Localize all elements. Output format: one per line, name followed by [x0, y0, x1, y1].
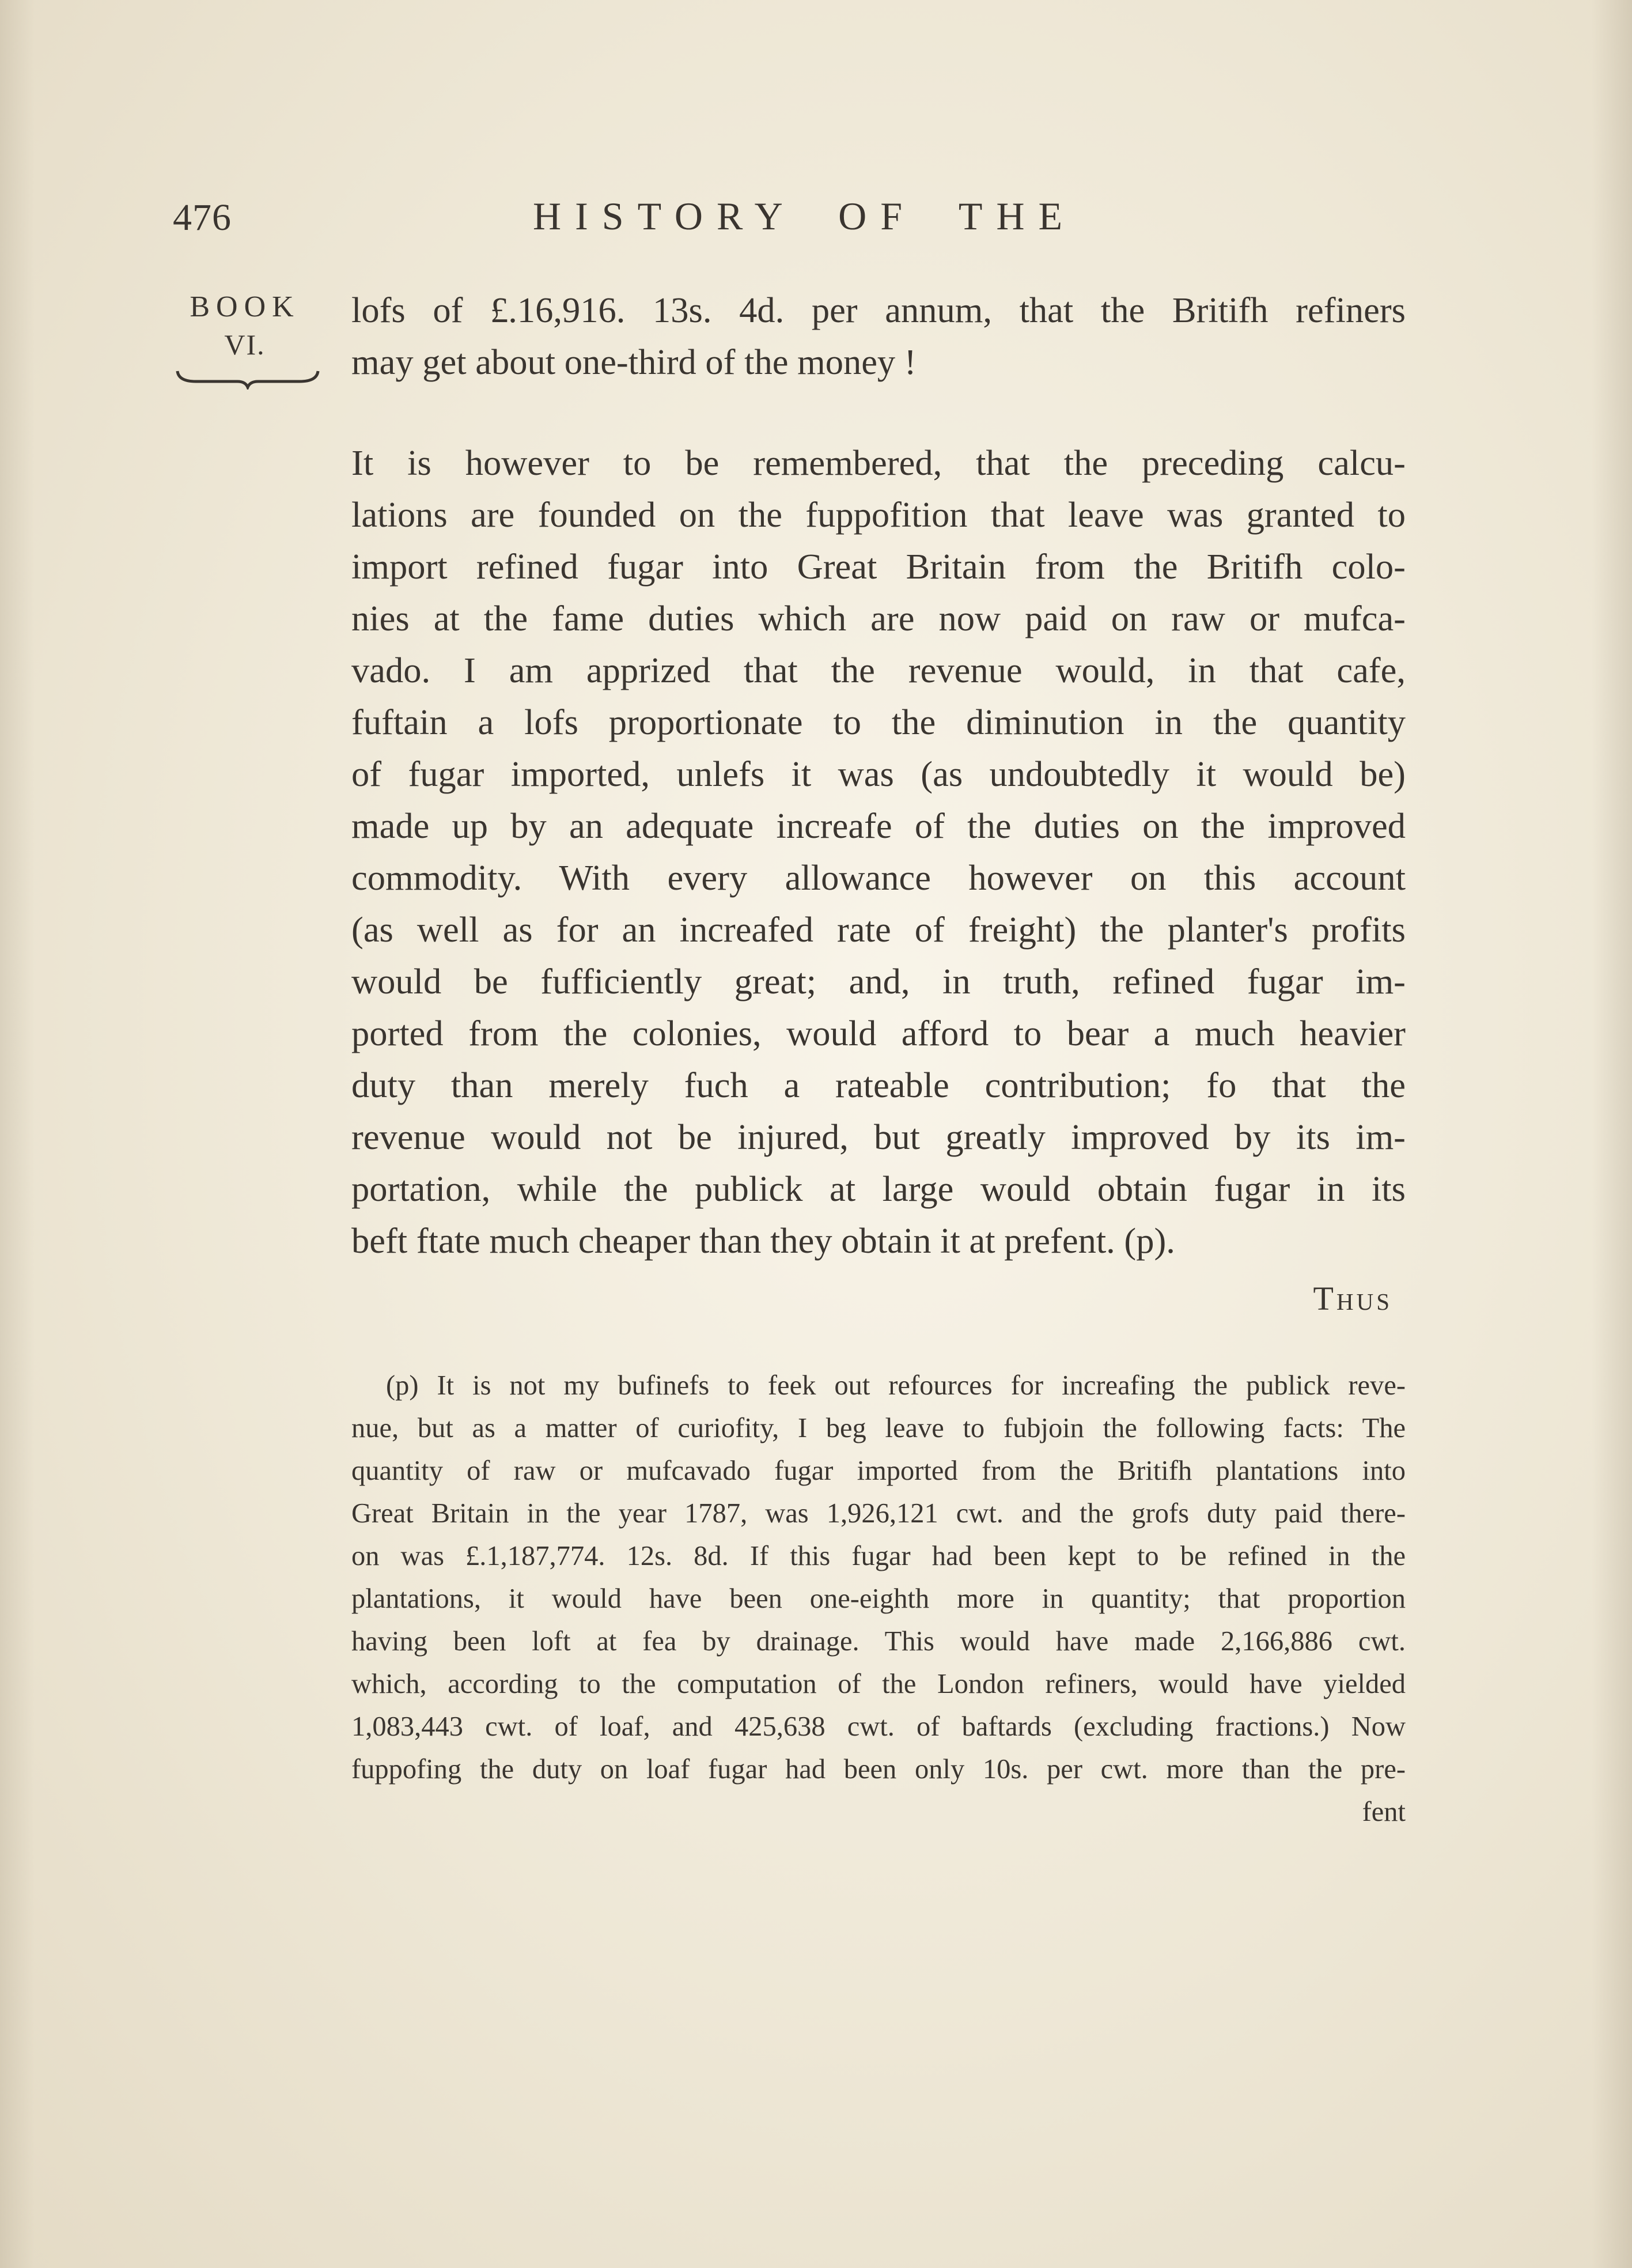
running-head — [173, 184, 1411, 248]
footnote-line: Great Britain in the year 1787, was 1,926,121 cwt. and the grofs duty paid there- — [351, 1498, 1406, 1529]
footnote-line: on was £.1,187,774. 12s. 8d. If this fugar had been kept to be refined in the — [351, 1541, 1406, 1571]
page-edge-shadow — [1592, 0, 1632, 2268]
text-line: may get about one-third of the money ! — [351, 342, 917, 382]
text-line: lations are founded on the fuppofition that leave was granted to — [351, 494, 1406, 535]
text-line: duty than merely fuch a rateable contribution; fo that the — [351, 1065, 1406, 1105]
page-number: 476 — [173, 196, 232, 239]
footnote-catchword: fent — [1362, 1797, 1406, 1827]
book-word: BOOK — [190, 290, 300, 323]
running-title: HISTORY OF THE — [533, 194, 1077, 238]
text-line: It is however to be remembered, that the preceding calcu- — [351, 443, 1406, 483]
main-paragraph — [351, 437, 1406, 1267]
opening-lines — [351, 284, 1406, 388]
text-line: lofs of £.16,916. 13s. 4d. per annum, that the Britifh refiners — [351, 290, 1406, 330]
text-line: import refined fugar into Great Britain from the Britifh colo- — [351, 546, 1406, 587]
text-line: commodity. With every allowance however on this account — [351, 857, 1406, 898]
footnote-line: (p) It is not my bufinefs to feek out refources for increafing the publick reve- — [386, 1370, 1406, 1401]
footnote-line: plantations, it would have been one-eighth more in quantity; that proportion — [351, 1583, 1406, 1614]
book-side-label — [173, 288, 317, 390]
footnote-line: having been loft at fea by drainage. This would have made 2,166,886 cwt. — [351, 1626, 1406, 1657]
footnote-line: quantity of raw or mufcavado fugar imported from the Britifh plantations into — [351, 1456, 1406, 1486]
text-line: beft ftate much cheaper than they obtain it at prefent. (p). — [351, 1220, 1175, 1261]
footnote-line: which, according to the computation of the London refiners, would have yielded — [351, 1669, 1406, 1699]
text-line: of fugar imported, unlefs it was (as undoubtedly it would be) — [351, 754, 1406, 794]
text-line: ported from the colonies, would afford to bear a much heavier — [351, 1013, 1406, 1053]
text-line: fuftain a lofs proportionate to the diminution in the quantity — [351, 702, 1406, 742]
text-line: would be fufficiently great; and, in truth, refined fugar im- — [351, 961, 1406, 1001]
footnote-line: fuppofing the duty on loaf fugar had been only 10s. per cwt. more than the pre- — [351, 1754, 1406, 1785]
book-number: VI. — [224, 328, 266, 361]
text-line: vado. I am apprized that the revenue would, in that cafe, — [351, 650, 1406, 690]
gutter-shadow — [0, 0, 35, 2268]
text-line: nies at the fame duties which are now paid on raw or mufca- — [351, 598, 1406, 638]
footnote-line: 1,083,443 cwt. of loaf, and 425,638 cwt. of baftards (excluding fractions.) Now — [351, 1711, 1406, 1742]
footnote-line: nue, but as a matter of curiofity, I beg leave to fubjoin the following facts: The — [351, 1413, 1406, 1443]
brace-ornament — [173, 366, 323, 390]
catchword: Thus — [1313, 1280, 1392, 1317]
text-line: revenue would not be injured, but greatly improved by its im- — [351, 1117, 1406, 1157]
text-line: portation, while the publick at large would obtain fugar in its — [351, 1169, 1406, 1209]
footnote — [351, 1364, 1406, 1834]
text-line: made up by an adequate increafe of the duties on the improved — [351, 806, 1406, 846]
text-line: (as well as for an increafed rate of freight) the planter's profits — [351, 909, 1406, 950]
